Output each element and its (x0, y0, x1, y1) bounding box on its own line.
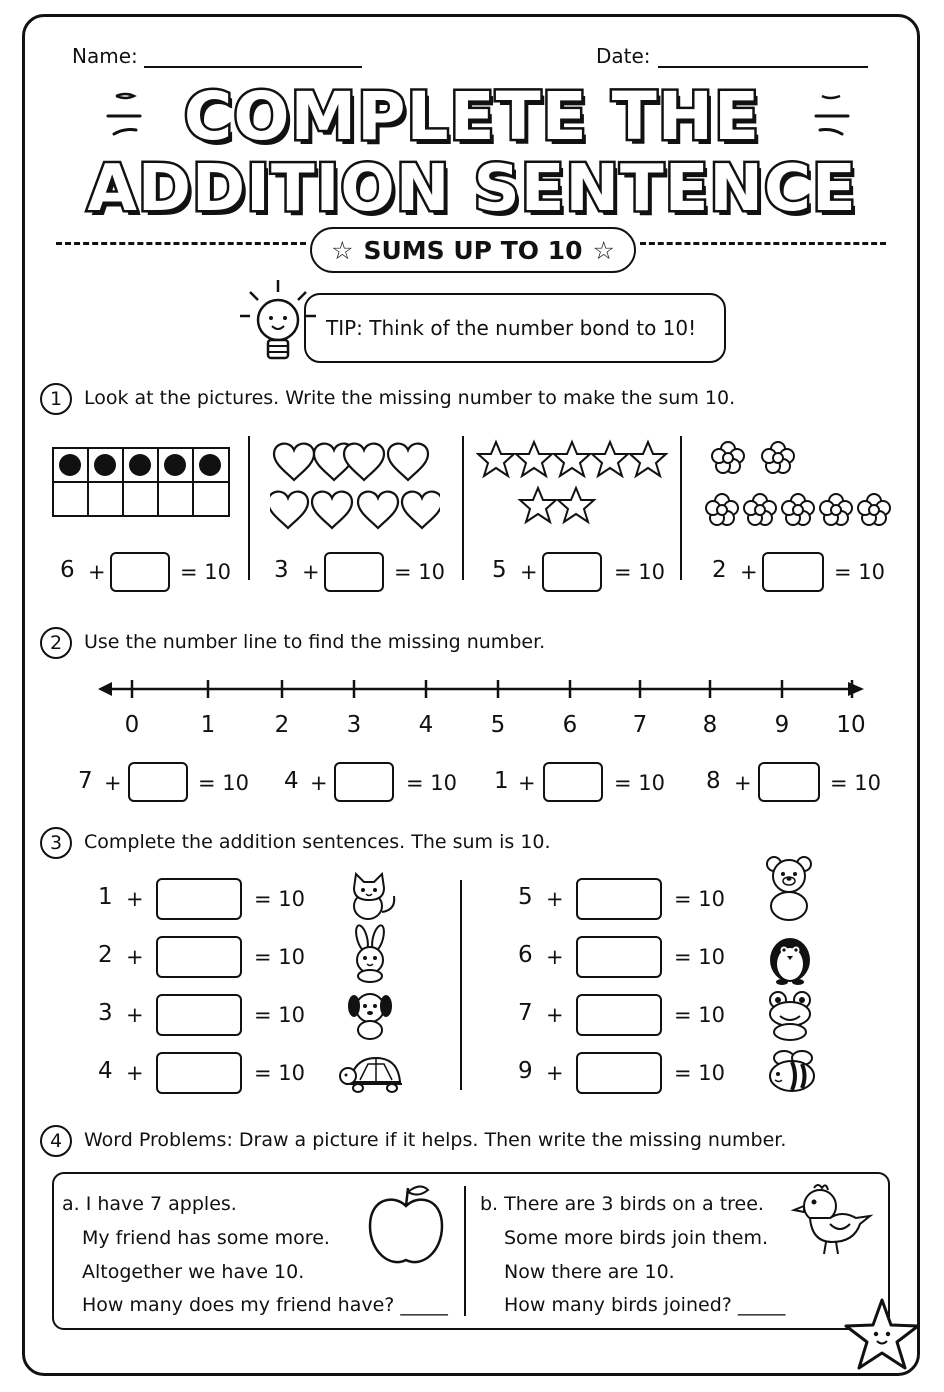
s3-l3-answer-box[interactable] (156, 994, 242, 1036)
turtle-icon (336, 1050, 408, 1096)
s1-p2-plus: + (302, 560, 320, 584)
tick-label-9: 9 (774, 712, 790, 738)
problem-b-line-1: b. There are 3 birds on a tree. (480, 1193, 764, 1215)
bear-icon (760, 854, 818, 922)
s3-l1-answer-box[interactable] (156, 878, 242, 920)
s3-r1-first: 5 (518, 884, 533, 910)
s2-p1-plus: + (104, 771, 122, 795)
s3-l4-answer-box[interactable] (156, 1052, 242, 1094)
sparkle-right-icon (800, 86, 860, 146)
tick-label-5: 5 (490, 712, 506, 738)
date-field[interactable] (658, 66, 868, 68)
s1-p3-first: 5 (492, 557, 507, 583)
s2-p4-plus: + (734, 771, 752, 795)
s1-p1-equals: = 10 (180, 560, 231, 584)
s2-p3-plus: + (518, 771, 536, 795)
tick-label-6: 6 (562, 712, 578, 738)
puppy-icon (342, 984, 400, 1042)
sparkle-left-icon (98, 86, 158, 146)
s3-l2-plus: + (126, 945, 144, 969)
tip-text: TIP: Think of the number bond to 10! (326, 316, 697, 340)
s2-p3-answer-box[interactable] (543, 762, 603, 802)
s2-p3-first: 1 (494, 768, 509, 794)
subtitle-text: SUMS UP TO 10 (363, 235, 583, 265)
s3-l3-equals: = 10 (254, 1003, 305, 1027)
s3-l4-first: 4 (98, 1058, 113, 1084)
s1-p3-answer-box[interactable] (542, 552, 602, 592)
s3-l2-answer-box[interactable] (156, 936, 242, 978)
tick-label-1: 1 (200, 712, 216, 738)
s1-p1-answer-box[interactable] (110, 552, 170, 592)
s2-p1-first: 7 (78, 768, 93, 794)
section-4-number: 4 (40, 1125, 72, 1157)
title-line-1: COMPLETE THE (183, 78, 761, 155)
tick-label-10: 10 (836, 712, 866, 738)
s3-l4-equals: = 10 (254, 1061, 305, 1085)
s3-r4-plus: + (546, 1061, 564, 1085)
s3-l1-plus: + (126, 887, 144, 911)
s3-r4-answer-box[interactable] (576, 1052, 662, 1094)
s1-p4-answer-box[interactable] (762, 552, 824, 592)
star-left-icon: ☆ (331, 235, 354, 265)
s3-r4-equals: = 10 (674, 1061, 725, 1085)
tick-label-4: 4 (418, 712, 434, 738)
s3-l1-first: 1 (98, 884, 113, 910)
bunny-icon (342, 924, 400, 984)
s3-l2-equals: = 10 (254, 945, 305, 969)
problem-b-line-3: Now there are 10. (504, 1261, 675, 1283)
s3-r4-first: 9 (518, 1058, 533, 1084)
s3-l2-first: 2 (98, 942, 113, 968)
problem-a-line-2: My friend has some more. (82, 1227, 330, 1249)
s2-p2-equals: = 10 (406, 771, 457, 795)
divider-right (640, 242, 886, 245)
s3-r3-plus: + (546, 1003, 564, 1027)
s2-p4-equals: = 10 (830, 771, 881, 795)
s3-r3-equals: = 10 (674, 1003, 725, 1027)
s2-p2-answer-box[interactable] (334, 762, 394, 802)
section-2-number: 2 (40, 627, 72, 659)
penguin-icon (762, 930, 818, 986)
s1-p3-equals: = 10 (614, 560, 665, 584)
s1-p4-first: 2 (712, 557, 727, 583)
tick-label-2: 2 (274, 712, 290, 738)
frog-icon (762, 988, 818, 1042)
smiling-star-icon (842, 1296, 922, 1376)
section-4-instruction: Word Problems: Draw a picture if it helps. Then write the missing number. (84, 1129, 787, 1151)
section-2-instruction: Use the number line to find the missing number. (84, 631, 546, 653)
apple-icon (364, 1180, 448, 1272)
s1-p4-plus: + (740, 560, 758, 584)
tick-label-0: 0 (124, 712, 140, 738)
title-line-2: ADDITION SENTENCE (87, 152, 857, 226)
name-field[interactable] (144, 66, 362, 68)
bird-icon (790, 1180, 874, 1262)
s3-r1-plus: + (546, 887, 564, 911)
problem-b-line-2: Some more birds join them. (504, 1227, 768, 1249)
section-3-number: 3 (40, 827, 72, 859)
s2-p3-equals: = 10 (614, 771, 665, 795)
problem-a-line-4[interactable]: How many does my friend have? _____ (82, 1294, 448, 1316)
s1-p2-equals: = 10 (394, 560, 445, 584)
section-1-divider-1 (248, 436, 250, 580)
section-3-divider (460, 880, 462, 1090)
s3-r2-equals: = 10 (674, 945, 725, 969)
word-problems-divider (464, 1186, 466, 1316)
s2-p4-first: 8 (706, 768, 721, 794)
section-1-divider-2 (462, 436, 464, 580)
problem-a-line-1: a. I have 7 apples. (62, 1193, 237, 1215)
s3-l4-plus: + (126, 1061, 144, 1085)
s3-l1-equals: = 10 (254, 887, 305, 911)
number-line (96, 674, 868, 704)
problem-b-line-4[interactable]: How many birds joined? _____ (504, 1294, 786, 1316)
section-1-divider-3 (680, 436, 682, 580)
s2-p4-answer-box[interactable] (758, 762, 820, 802)
s2-p1-answer-box[interactable] (128, 762, 188, 802)
s2-p2-plus: + (310, 771, 328, 795)
s1-p3-plus: + (520, 560, 538, 584)
s1-p2-answer-box[interactable] (324, 552, 384, 592)
name-label: Name: (72, 44, 138, 68)
s2-p2-first: 4 (284, 768, 299, 794)
s3-r3-answer-box[interactable] (576, 994, 662, 1036)
s1-p4-equals: = 10 (834, 560, 885, 584)
tick-label-7: 7 (632, 712, 648, 738)
s3-l3-plus: + (126, 1003, 144, 1027)
tip-box (304, 293, 726, 363)
section-1-number: 1 (40, 383, 72, 415)
s3-l3-first: 3 (98, 1000, 113, 1026)
stars-group (476, 436, 672, 528)
s3-r1-answer-box[interactable] (576, 878, 662, 920)
subtitle-pill (310, 227, 636, 273)
cat-icon (342, 866, 400, 924)
date-label: Date: (596, 44, 651, 68)
tick-label-3: 3 (346, 712, 362, 738)
section-3-instruction: Complete the addition sentences. The sum is 10. (84, 831, 551, 853)
hearts-group (270, 436, 440, 531)
star-right-icon: ☆ (592, 235, 615, 265)
s3-r2-first: 6 (518, 942, 533, 968)
s3-r2-answer-box[interactable] (576, 936, 662, 978)
ten-frame (52, 447, 232, 519)
s1-p1-first: 6 (60, 557, 75, 583)
s3-r3-first: 7 (518, 1000, 533, 1026)
tick-label-8: 8 (702, 712, 718, 738)
s1-p1-plus: + (88, 560, 106, 584)
divider-left (56, 242, 306, 245)
section-1-instruction: Look at the pictures. Write the missing number to make the sum 10. (84, 387, 736, 409)
s2-p1-equals: = 10 (198, 771, 249, 795)
bee-icon (762, 1046, 822, 1096)
flowers-group (700, 432, 896, 532)
s3-r1-equals: = 10 (674, 887, 725, 911)
s3-r2-plus: + (546, 945, 564, 969)
problem-a-line-3: Altogether we have 10. (82, 1261, 305, 1283)
s1-p2-first: 3 (274, 557, 289, 583)
